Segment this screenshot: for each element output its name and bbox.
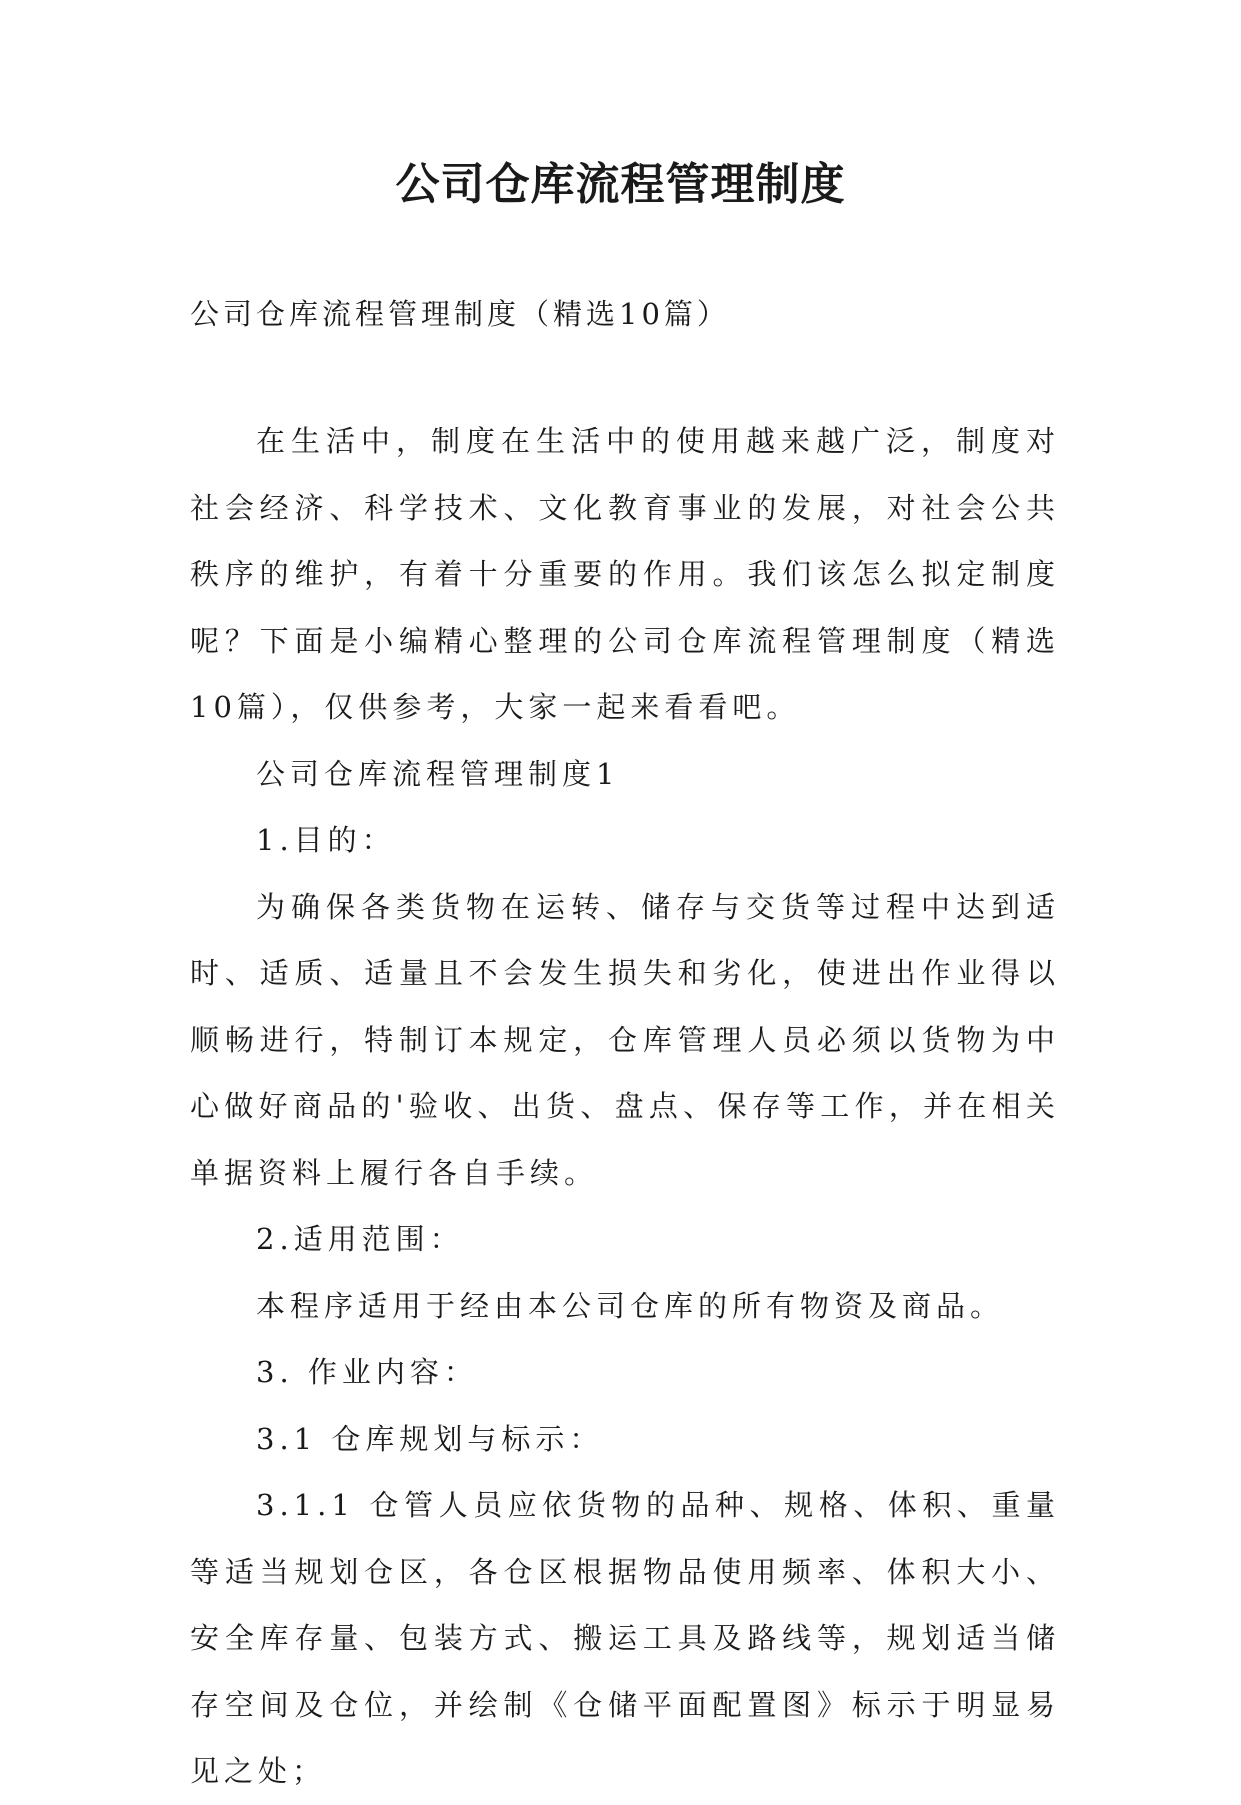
- section-heading: 公司仓库流程管理制度1: [256, 756, 620, 791]
- subsection-paragraph: 3.1.1 仓管人员应依货物的品种、规格、体积、重量等适当规划仓区，各仓区根据物品使用频率、体积大小、安全库存量、包装方式、搬运工具及路线等，规划适当储存空间及仓位，并绘制《仓储平面配置图》标示于明显易见之处；: [190, 1488, 1060, 1788]
- document-body: [190, 408, 1060, 1805]
- purpose-paragraph: 为确保各类货物在运转、储存与交货等过程中达到适时、适质、适量且不会发生损失和劣化，使进出作业得以顺畅进行，特制订本规定，仓库管理人员必须以货物为中心做好商品的'验收、出货、盘点、保存等工作，并在相关单据资料上履行各自手续。: [190, 889, 1060, 1190]
- intro-paragraph: 在生活中，制度在生活中的使用越来越广泛，制度对社会经济、科学技术、文化教育事业的发展，对社会公共秩序的维护，有着十分重要的作用。我们该怎么拟定制度呢？下面是小编精心整理的公司仓库流程管理制度（精选10篇），仅供参考，大家一起来看看吧。: [190, 424, 1060, 724]
- scope-heading: 2.适用范围：: [256, 1222, 464, 1256]
- purpose-heading: 1.目的：: [256, 823, 396, 857]
- subsection-heading: 3.1 仓库规划与标示：: [256, 1421, 604, 1456]
- document-title: 公司仓库流程管理制度: [395, 159, 846, 210]
- content-heading: 3. 作业内容：: [256, 1355, 478, 1389]
- scope-paragraph: 本程序适用于经由本公司仓库的所有物资及商品。: [256, 1288, 1005, 1323]
- document-subtitle: 公司仓库流程管理制度（精选10篇）: [190, 297, 730, 331]
